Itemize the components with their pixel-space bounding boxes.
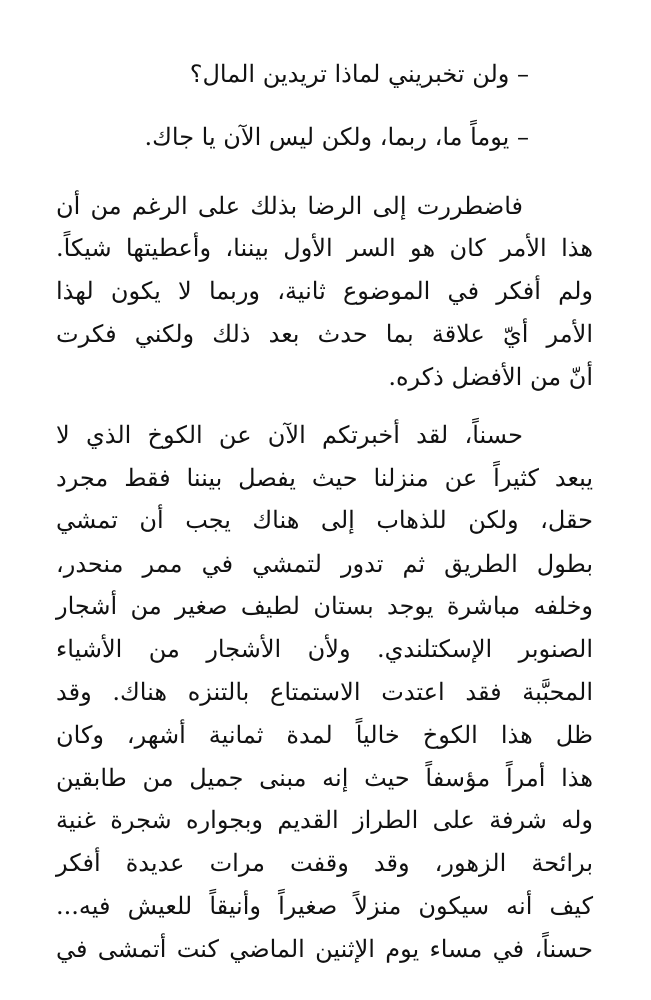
text-line: هذا أمراً مؤسفاً حيث إنه مبنى جميل من طابقين	[56, 764, 593, 792]
text-line: كيف أنه سيكون منزلاً صغيراً وأنيقاً للعيش فيه...	[56, 892, 593, 920]
text-line: حسناً، في مساء يوم الإثنين الماضي كنت أتمشى في	[56, 935, 593, 963]
text-line: يبعد كثيراً عن منزلنا حيث يفصل بيننا فقط مجرد	[56, 464, 593, 492]
text-line: ظل هذا الكوخ خالياً لمدة ثمانية أشهر، وكان	[56, 721, 593, 749]
text-line: برائحة الزهور، وقد وقفت مرات عديدة أفكر	[56, 849, 593, 877]
text-line: هذا الأمر كان هو السر الأول بيننا، وأعطيتها شيكاً.	[56, 234, 593, 262]
text-line: وخلفه مباشرة يوجد بستان لطيف صغير من أشجار	[56, 592, 593, 620]
dialogue-line: – يوماً ما، ربما، ولكن ليس الآن يا جاك.	[144, 123, 529, 151]
text-line: أنّ من الأفضل ذكره.	[388, 363, 593, 391]
text-line: الصنوبر الإسكتلندي. ولأن الأشجار من الأشياء	[56, 635, 593, 663]
text-line: المحبَّبة فقد اعتدت الاستمتاع بالتنزه هناك. وقد	[56, 678, 593, 706]
text-line: ولم أفكر في الموضوع ثانية، وربما لا يكون لهذا	[56, 277, 593, 305]
dialogue-line: – ولن تخبريني لماذا تريدين المال؟	[189, 60, 529, 88]
text-line: حسناً، لقد أخبرتكم الآن عن الكوخ الذي لا	[56, 421, 523, 449]
text-line: الأمر أيّ علاقة بما حدث بعد ذلك ولكني فكرت	[56, 320, 593, 348]
text-line: بطول الطريق ثم تدور لتمشي في ممر منحدر،	[56, 550, 593, 578]
text-line: وله شرفة على الطراز القديم وبجواره شجرة غنية	[56, 806, 593, 834]
text-line: حقل، ولكن للذهاب إلى هناك يجب أن تمشي	[56, 506, 593, 534]
text-line: فاضطررت إلى الرضا بذلك على الرغم من أن	[56, 192, 523, 220]
